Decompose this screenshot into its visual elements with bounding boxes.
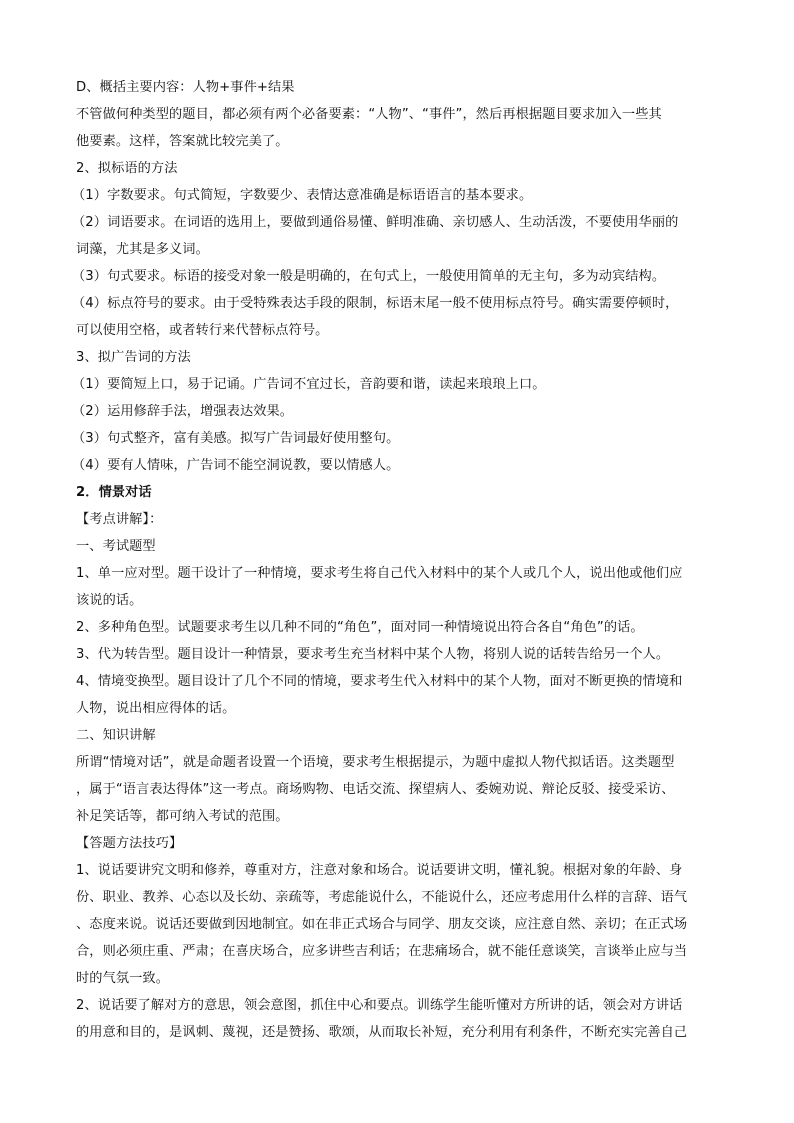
text-line: 一、考试题型 [76, 539, 156, 554]
text-line: 份、职业、教养、心态以及长幼、亲疏等，考虑能说什么，不能说什么，还应考虑用什么样的言辞、语气 [76, 890, 688, 905]
text-line: 【考点讲解】： [76, 512, 163, 527]
text-line: 2、说话要了解对方的意思，领会意图，抓住中心和要点。训练学生能听懂对方所讲的话，领会对方讲话 [76, 998, 683, 1013]
text-line: 二、知识讲解 [76, 728, 156, 743]
text-line: 3、代为转告型。题目设计一种情景，要求考生充当材料中某个人物，将别人说的话转告给另一个人。 [76, 647, 670, 662]
text-line: 合，则必须庄重、严肃；在喜庆场合，应多讲些吉利话；在悲痛场合，就不能任意谈笑，言谈举止应与当 [76, 944, 688, 959]
text-line: 所谓“情境对话”，就是命题者设置一个语境，要求考生根据提示，为题中虚拟人物代拟话语。这类题型 [76, 755, 675, 770]
text-line: 可以使用空格，或者转行来代替标点符号。 [76, 323, 329, 338]
text-line: 时的气氛一致。 [76, 971, 170, 986]
text-line: 【答题方法技巧】 [76, 836, 183, 851]
text-line: （4）要有人情味，广告词不能空洞说教，要以情感人。 [72, 458, 400, 473]
document-page [72, 74, 720, 1046]
text-line: 他要素。这样，答案就比较完美了。 [76, 134, 289, 149]
text-line: （2）运用修辞手法，增强表达效果。 [72, 404, 294, 419]
text-line: （1）字数要求。句式简短，字数要少、表情达意准确是标语语言的基本要求。 [72, 188, 533, 203]
text-line: 3、拟广告词的方法 [76, 350, 191, 365]
text-line: D、概括主要内容：人物+事件+结果 [76, 80, 295, 95]
text-line: ，属于“语言表达得体”这一考点。商场购物、电话交流、探望病人、委婉劝说、辩论反驳、接受采访、 [76, 782, 675, 797]
text-line: 补足笑话等，都可纳入考试的范围。 [76, 809, 289, 824]
text-line: 不管做何种类型的题目，都必须有两个必备要素：“人物”、“事件”，然后再根据题目要求加入一些其 [76, 107, 662, 122]
text-line: 1、单一应对型。题干设计了一种情境，要求考生将自己代入材料中的某个人或几个人，说出他或他们应 [76, 566, 683, 581]
text-line: （4）标点符号的要求。由于受特殊表达手段的限制，标语末尾一般不使用标点符号。确实需要停顿时， [72, 296, 679, 311]
text-line: 2、多种角色型。试题要求考生以几种不同的“角色”，面对同一种情境说出符合各自“角色”的话。 [76, 620, 644, 635]
text-line: 1、说话要讲究文明和修养，尊重对方，注意对象和场合。说话要讲文明，懂礼貌。根据对象的年龄、身 [76, 863, 683, 878]
text-line: 2、拟标语的方法 [76, 161, 178, 176]
text-line: 的用意和目的，是讽刺、蔑视，还是赞扬、歌颂，从而取长补短，充分利用有利条件，不断充实完善自己 [76, 1025, 688, 1040]
text-line: 该说的话。 [76, 593, 143, 608]
text-line: 、态度来说。说话还要做到因地制宜。如在非正式场合与同学、朋友交谈，应注意自然、亲切；在正式场 [76, 917, 688, 932]
text-line: （3）句式整齐，富有美感。拟写广告词最好使用整句。 [72, 431, 400, 446]
text-line: （2）词语要求。在词语的选用上，要做到通俗易懂、鲜明准确、亲切感人、生动活泼，不要使用华丽的 [72, 215, 679, 230]
text-line: （3）句式要求。标语的接受对象一般是明确的，在句式上，一般使用简单的无主句，多为动宾结构。 [72, 269, 666, 284]
text-line: （1）要简短上口，易于记诵。广告词不宜过长，音韵要和谐，读起来琅琅上口。 [72, 377, 546, 392]
text-line: 人物，说出相应得体的话。 [76, 701, 236, 716]
text-line: 词藻，尤其是多义词。 [76, 242, 209, 257]
section-heading: 2．情景对话 [76, 485, 152, 500]
text-line: 4、情境变换型。题目设计了几个不同的情境，要求考生代入材料中的某个人物，面对不断更换的情境和 [76, 674, 683, 689]
